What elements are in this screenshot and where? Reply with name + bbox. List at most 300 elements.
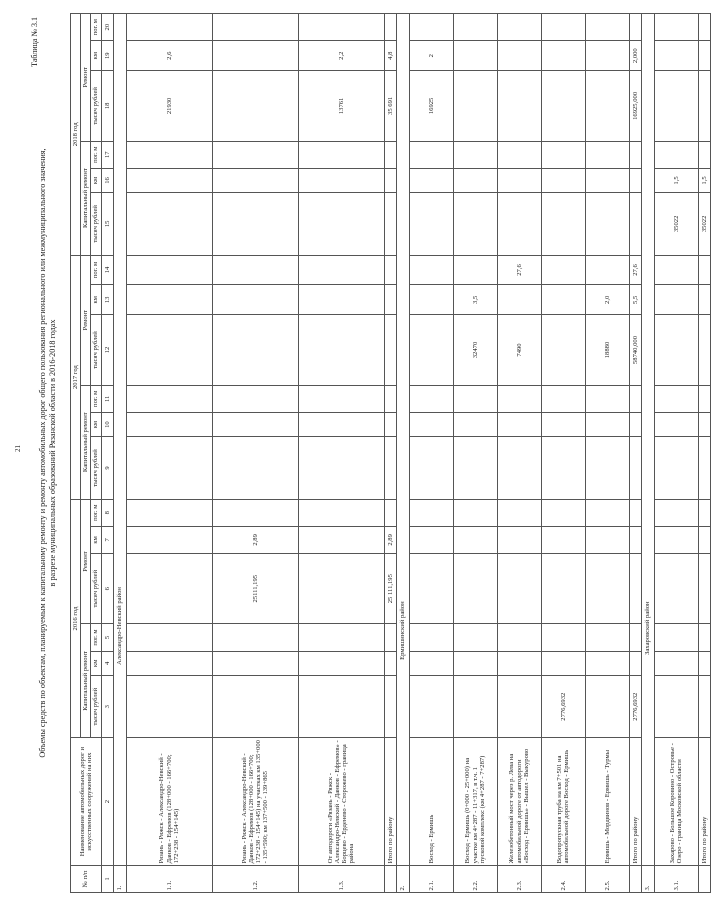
value-cell bbox=[585, 553, 629, 624]
value-cell bbox=[212, 141, 298, 168]
value-cell bbox=[585, 437, 629, 499]
value-cell bbox=[212, 412, 298, 436]
value-cell bbox=[126, 255, 212, 285]
header-rub: тысяч рублей bbox=[91, 437, 101, 499]
district-name: Захаровский район bbox=[641, 14, 654, 866]
value-cell bbox=[126, 168, 212, 192]
total-label: Итого по району bbox=[698, 738, 710, 866]
header-km: км bbox=[91, 412, 101, 436]
value-cell: 2 bbox=[409, 41, 453, 71]
value-cell bbox=[212, 651, 298, 675]
value-cell bbox=[298, 14, 384, 41]
value-cell bbox=[453, 553, 497, 624]
value-cell: 5,5 bbox=[629, 285, 641, 315]
value-cell bbox=[384, 624, 396, 651]
value-cell bbox=[585, 168, 629, 192]
value-cell: 21930 bbox=[126, 71, 212, 142]
value-cell bbox=[384, 255, 396, 285]
header-rub: тысяч рублей bbox=[91, 193, 101, 255]
value-cell bbox=[453, 412, 497, 436]
value-cell bbox=[497, 385, 541, 412]
value-cell bbox=[654, 437, 698, 499]
value-cell bbox=[497, 14, 541, 41]
value-cell: 3,5 bbox=[453, 285, 497, 315]
value-cell bbox=[629, 499, 641, 526]
section-number: 1. bbox=[113, 865, 126, 892]
value-cell: 35022 bbox=[654, 193, 698, 255]
value-cell bbox=[212, 41, 298, 71]
header-rub: тысяч рублей bbox=[91, 315, 101, 386]
value-cell bbox=[212, 168, 298, 192]
value-cell bbox=[629, 141, 641, 168]
value-cell bbox=[698, 526, 710, 553]
value-cell bbox=[212, 285, 298, 315]
col-index: 8 bbox=[101, 499, 113, 526]
value-cell bbox=[497, 675, 541, 737]
title-line-1: Объемы средств по объектам, планируемым к капитальному ремонту и ремонту автомобильных дорог общего пользования регионального или межмуниципального значения, bbox=[38, 148, 47, 758]
value-cell: 2,2 bbox=[298, 41, 384, 71]
value-cell bbox=[126, 141, 212, 168]
col-index: 18 bbox=[101, 71, 113, 142]
value-cell bbox=[453, 651, 497, 675]
table-row bbox=[126, 14, 212, 893]
value-cell bbox=[409, 412, 453, 436]
value-cell bbox=[298, 675, 384, 737]
value-cell bbox=[698, 385, 710, 412]
col-index: 16 bbox=[101, 168, 113, 192]
header-km: км bbox=[91, 651, 101, 675]
value-cell bbox=[541, 624, 585, 651]
header-pm: пог. м bbox=[91, 624, 101, 651]
title-line-2: в разрезе муниципальных образований Рязанской области в 2016-2018 годах bbox=[48, 319, 57, 587]
row-number: 1.2. bbox=[212, 865, 298, 892]
road-name: Рязань - Ряжск - Александро-Невский - Данков - Ефремов (128+000 - 166+700; 172+238 - 154+145) на участках км 135+000 - 135+590; км 137+500 - 139+865 bbox=[212, 738, 298, 866]
value-cell: 58740,000 bbox=[629, 315, 641, 386]
value-cell bbox=[698, 255, 710, 285]
section-row bbox=[113, 14, 126, 893]
value-cell bbox=[453, 385, 497, 412]
row-number: 2.5. bbox=[585, 865, 629, 892]
value-cell: 7490 bbox=[497, 315, 541, 386]
value-cell bbox=[654, 651, 698, 675]
col-index: 3 bbox=[101, 675, 113, 737]
col-index: 17 bbox=[101, 141, 113, 168]
value-cell bbox=[497, 71, 541, 142]
value-cell bbox=[212, 193, 298, 255]
value-cell bbox=[698, 624, 710, 651]
col-index: 14 bbox=[101, 255, 113, 285]
header-pm: пог. м bbox=[91, 499, 101, 526]
value-cell bbox=[384, 412, 396, 436]
road-name: Восход - Ермишь (0+000 - 25+000) на участке км 4+287 - 11+317, в т.ч. 1 пусковой комплекс (км 4+287 - 7+287) bbox=[453, 738, 497, 866]
value-cell: 1,5 bbox=[654, 168, 698, 192]
header-repair-2016: Ремонт bbox=[81, 499, 91, 624]
value-cell: 18880 bbox=[585, 315, 629, 386]
value-cell bbox=[453, 71, 497, 142]
value-cell bbox=[585, 499, 629, 526]
value-cell bbox=[384, 651, 396, 675]
value-cell bbox=[453, 675, 497, 737]
header-pm: пог. м bbox=[91, 14, 101, 41]
value-cell bbox=[409, 385, 453, 412]
value-cell bbox=[497, 285, 541, 315]
col-index: 4 bbox=[101, 651, 113, 675]
value-cell bbox=[698, 315, 710, 386]
value-cell: 2776,6932 bbox=[541, 675, 585, 737]
table-row bbox=[698, 14, 710, 893]
value-cell bbox=[698, 437, 710, 499]
value-cell bbox=[298, 285, 384, 315]
row-number: 3.1. bbox=[654, 865, 698, 892]
road-name: От автодороги «Рязань - Ряжск - Александро-Невский - Данков - Ефремов» - Борцево - Ерденево - Сторожево - граница района bbox=[298, 738, 384, 866]
value-cell bbox=[298, 651, 384, 675]
value-cell: 4,8 bbox=[384, 41, 396, 71]
value-cell bbox=[126, 526, 212, 553]
value-cell bbox=[212, 385, 298, 412]
value-cell bbox=[409, 553, 453, 624]
value-cell bbox=[497, 624, 541, 651]
value-cell: 2,89 bbox=[384, 526, 396, 553]
value-cell bbox=[541, 553, 585, 624]
column-index-row bbox=[101, 14, 113, 893]
value-cell bbox=[654, 14, 698, 41]
value-cell bbox=[585, 14, 629, 41]
road-name: Рязань - Ряжск - Александро-Невский - Данков - Ефремов (128+000 - 166+700; 172+238 - 154+145) bbox=[126, 738, 212, 866]
value-cell bbox=[126, 385, 212, 412]
value-cell bbox=[629, 553, 641, 624]
table-row bbox=[212, 14, 298, 893]
table-number: Таблица № 3.1 bbox=[30, 17, 39, 67]
table-row bbox=[298, 14, 384, 893]
header-year-2016: 2016 год bbox=[71, 499, 81, 738]
value-cell bbox=[541, 168, 585, 192]
value-cell bbox=[698, 141, 710, 168]
value-cell bbox=[654, 412, 698, 436]
value-cell bbox=[585, 412, 629, 436]
value-cell bbox=[629, 624, 641, 651]
value-cell bbox=[541, 385, 585, 412]
table-row bbox=[629, 14, 641, 893]
col-index: 20 bbox=[101, 14, 113, 41]
value-cell bbox=[212, 14, 298, 41]
district-name: Александро-Невский район bbox=[113, 14, 126, 866]
value-cell bbox=[698, 412, 710, 436]
value-cell bbox=[541, 41, 585, 71]
table-header bbox=[71, 14, 114, 893]
value-cell bbox=[298, 255, 384, 285]
total-label: Итого по району bbox=[384, 738, 396, 866]
value-cell bbox=[629, 14, 641, 41]
funding-table bbox=[70, 13, 711, 893]
value-cell bbox=[654, 499, 698, 526]
header-capital-2017: Капитальный ремонт bbox=[81, 385, 91, 499]
header-pm: пог. м bbox=[91, 385, 101, 412]
value-cell bbox=[698, 675, 710, 737]
value-cell bbox=[212, 71, 298, 142]
value-cell bbox=[453, 193, 497, 255]
value-cell: 27,6 bbox=[629, 255, 641, 285]
header-rub: тысяч рублей bbox=[91, 71, 101, 142]
value-cell bbox=[541, 437, 585, 499]
value-cell bbox=[384, 499, 396, 526]
value-cell bbox=[384, 193, 396, 255]
value-cell bbox=[629, 193, 641, 255]
value-cell bbox=[298, 499, 384, 526]
value-cell bbox=[212, 437, 298, 499]
value-cell: 27,6 bbox=[497, 255, 541, 285]
table-body bbox=[113, 14, 710, 893]
value-cell bbox=[126, 624, 212, 651]
value-cell bbox=[654, 71, 698, 142]
value-cell bbox=[698, 285, 710, 315]
value-cell bbox=[409, 193, 453, 255]
value-cell bbox=[541, 526, 585, 553]
value-cell bbox=[298, 526, 384, 553]
value-cell: 32470 bbox=[453, 315, 497, 386]
value-cell bbox=[654, 675, 698, 737]
value-cell bbox=[126, 553, 212, 624]
col-index: 7 bbox=[101, 526, 113, 553]
value-cell bbox=[126, 499, 212, 526]
header-capital-2018: Капитальный ремонт bbox=[81, 141, 91, 255]
road-name: Захарово - Большое Коровино - Островье - Озеро - граница Московской области bbox=[654, 738, 698, 866]
value-cell bbox=[409, 499, 453, 526]
value-cell bbox=[585, 41, 629, 71]
value-cell: 2,6 bbox=[126, 41, 212, 71]
table-row bbox=[497, 14, 541, 893]
row-number bbox=[629, 865, 641, 892]
value-cell bbox=[453, 141, 497, 168]
table-row bbox=[384, 14, 396, 893]
col-index: 10 bbox=[101, 412, 113, 436]
value-cell bbox=[409, 526, 453, 553]
value-cell bbox=[541, 193, 585, 255]
value-cell: 2776,6932 bbox=[629, 675, 641, 737]
value-cell bbox=[384, 168, 396, 192]
value-cell bbox=[126, 412, 212, 436]
value-cell: 2,0 bbox=[585, 285, 629, 315]
value-cell: 1,5 bbox=[698, 168, 710, 192]
table-row bbox=[654, 14, 698, 893]
value-cell bbox=[654, 526, 698, 553]
col-index: 15 bbox=[101, 193, 113, 255]
value-cell bbox=[585, 141, 629, 168]
table-title bbox=[30, 13, 58, 893]
col-index: 9 bbox=[101, 437, 113, 499]
value-cell: 35022 bbox=[698, 193, 710, 255]
value-cell bbox=[126, 651, 212, 675]
value-cell bbox=[126, 285, 212, 315]
value-cell bbox=[126, 14, 212, 41]
col-index: 19 bbox=[101, 41, 113, 71]
value-cell: 2,000 bbox=[629, 41, 641, 71]
road-name: Ермишь - Мордвинов - Ермишь - Турмы bbox=[585, 738, 629, 866]
header-km: км bbox=[91, 168, 101, 192]
value-cell bbox=[654, 624, 698, 651]
value-cell bbox=[298, 624, 384, 651]
value-cell: 13761 bbox=[298, 71, 384, 142]
value-cell bbox=[629, 651, 641, 675]
value-cell bbox=[698, 553, 710, 624]
value-cell bbox=[298, 385, 384, 412]
value-cell bbox=[384, 141, 396, 168]
header-name: Наименование автомобильных дорог и искусственных сооружений на них bbox=[71, 738, 102, 866]
col-index: 1 bbox=[101, 865, 113, 892]
value-cell: 25111,195 bbox=[212, 553, 298, 624]
table-row bbox=[541, 14, 585, 893]
value-cell bbox=[541, 499, 585, 526]
header-km: км bbox=[91, 285, 101, 315]
value-cell bbox=[585, 624, 629, 651]
row-number: 1.3. bbox=[298, 865, 384, 892]
value-cell bbox=[384, 437, 396, 499]
value-cell bbox=[409, 315, 453, 386]
value-cell bbox=[409, 651, 453, 675]
header-num: № п/п bbox=[71, 865, 102, 892]
header-year-2018: 2018 год bbox=[71, 14, 81, 256]
value-cell bbox=[453, 168, 497, 192]
value-cell bbox=[698, 71, 710, 142]
value-cell: 2,89 bbox=[212, 526, 298, 553]
section-number: 3. bbox=[641, 865, 654, 892]
road-name: Железобетонный мост через р. Лева на автомобильной дороге от автодороги «Восход - Ермишь» - Вышел - Выкурово bbox=[497, 738, 541, 866]
value-cell bbox=[585, 385, 629, 412]
value-cell bbox=[384, 675, 396, 737]
value-cell bbox=[212, 624, 298, 651]
value-cell bbox=[453, 624, 497, 651]
value-cell bbox=[654, 141, 698, 168]
value-cell bbox=[497, 651, 541, 675]
value-cell bbox=[698, 41, 710, 71]
header-rub: тысяч рублей bbox=[91, 553, 101, 624]
value-cell bbox=[409, 285, 453, 315]
header-rub: тысяч рублей bbox=[91, 675, 101, 737]
value-cell bbox=[585, 193, 629, 255]
value-cell bbox=[497, 168, 541, 192]
page-number: 21 bbox=[14, 445, 22, 452]
row-number: 2.4. bbox=[541, 865, 585, 892]
value-cell bbox=[298, 553, 384, 624]
row-number: 2.1. bbox=[409, 865, 453, 892]
value-cell bbox=[212, 255, 298, 285]
value-cell bbox=[585, 526, 629, 553]
value-cell bbox=[298, 168, 384, 192]
total-label: Итого по району bbox=[629, 738, 641, 866]
value-cell bbox=[585, 675, 629, 737]
value-cell bbox=[497, 41, 541, 71]
col-index: 5 bbox=[101, 624, 113, 651]
value-cell bbox=[698, 499, 710, 526]
row-number: 1.1. bbox=[126, 865, 212, 892]
col-index: 13 bbox=[101, 285, 113, 315]
table-row bbox=[585, 14, 629, 893]
row-number bbox=[384, 865, 396, 892]
value-cell bbox=[654, 41, 698, 71]
header-pm: пог. м bbox=[91, 255, 101, 285]
header-capital-2016: Капитальный ремонт bbox=[81, 624, 91, 738]
value-cell bbox=[585, 71, 629, 142]
value-cell: 16925 bbox=[409, 71, 453, 142]
value-cell bbox=[698, 14, 710, 41]
header-year-2017: 2017 год bbox=[71, 255, 81, 499]
value-cell bbox=[409, 437, 453, 499]
value-cell bbox=[629, 412, 641, 436]
value-cell bbox=[298, 193, 384, 255]
value-cell: 25 111,195 bbox=[384, 553, 396, 624]
value-cell bbox=[409, 141, 453, 168]
value-cell bbox=[126, 675, 212, 737]
value-cell bbox=[453, 526, 497, 553]
value-cell bbox=[497, 193, 541, 255]
value-cell bbox=[497, 499, 541, 526]
section-number: 2. bbox=[396, 865, 409, 892]
value-cell bbox=[212, 499, 298, 526]
value-cell bbox=[629, 437, 641, 499]
value-cell bbox=[409, 675, 453, 737]
value-cell bbox=[453, 14, 497, 41]
header-km: км bbox=[91, 41, 101, 71]
district-name: Ермишинский район bbox=[396, 14, 409, 866]
header-repair-2018: Ремонт bbox=[81, 14, 91, 142]
value-cell bbox=[541, 71, 585, 142]
col-index: 11 bbox=[101, 385, 113, 412]
value-cell bbox=[541, 315, 585, 386]
value-cell bbox=[654, 553, 698, 624]
value-cell bbox=[409, 624, 453, 651]
value-cell bbox=[497, 412, 541, 436]
value-cell bbox=[585, 255, 629, 285]
value-cell bbox=[698, 651, 710, 675]
value-cell bbox=[541, 14, 585, 41]
value-cell bbox=[541, 285, 585, 315]
table-row bbox=[453, 14, 497, 893]
section-row bbox=[641, 14, 654, 893]
value-cell bbox=[298, 412, 384, 436]
value-cell bbox=[629, 526, 641, 553]
value-cell bbox=[453, 437, 497, 499]
value-cell bbox=[453, 255, 497, 285]
header-repair-2017: Ремонт bbox=[81, 255, 91, 385]
value-cell bbox=[654, 385, 698, 412]
value-cell bbox=[384, 315, 396, 386]
value-cell bbox=[298, 437, 384, 499]
value-cell: 35 691 bbox=[384, 71, 396, 142]
value-cell bbox=[126, 315, 212, 386]
value-cell bbox=[629, 168, 641, 192]
row-number: 2.2. bbox=[453, 865, 497, 892]
value-cell bbox=[497, 553, 541, 624]
section-row bbox=[396, 14, 409, 893]
col-index: 6 bbox=[101, 553, 113, 624]
road-name: Восход - Ермишь bbox=[409, 738, 453, 866]
value-cell bbox=[409, 255, 453, 285]
value-cell bbox=[384, 14, 396, 41]
row-number: 2.3. bbox=[497, 865, 541, 892]
value-cell: 16925,000 bbox=[629, 71, 641, 142]
value-cell bbox=[298, 141, 384, 168]
document-heading bbox=[30, 13, 66, 893]
value-cell bbox=[409, 14, 453, 41]
value-cell bbox=[541, 412, 585, 436]
value-cell bbox=[126, 193, 212, 255]
value-cell bbox=[384, 385, 396, 412]
value-cell bbox=[384, 285, 396, 315]
header-pm: пог. м bbox=[91, 141, 101, 168]
value-cell bbox=[541, 255, 585, 285]
value-cell bbox=[629, 385, 641, 412]
value-cell bbox=[541, 141, 585, 168]
value-cell bbox=[654, 315, 698, 386]
